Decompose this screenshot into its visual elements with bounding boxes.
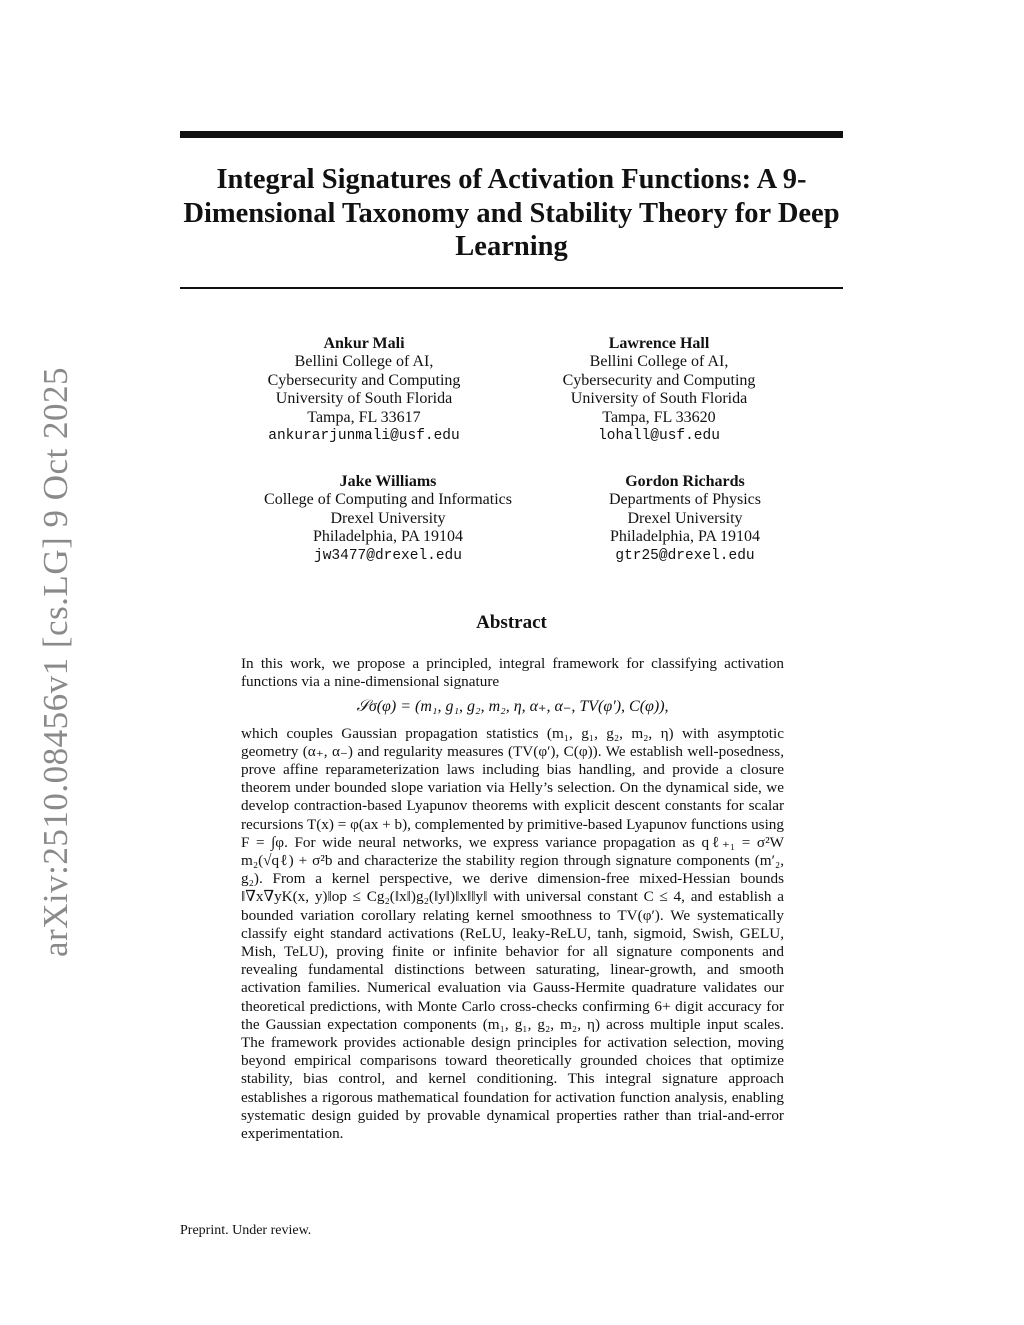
signature-equation: 𝒮σ(φ) = (m₁, g₁, g₂, m₂, η, α₊, α₋, TV(φ′), C(φ)), bbox=[356, 698, 669, 716]
author-email: gtr25@drexel.edu bbox=[615, 547, 755, 564]
title-rule-top bbox=[180, 131, 843, 138]
author-email: ankurarjunmali@usf.edu bbox=[268, 428, 460, 445]
author-name: Ankur Mali bbox=[323, 335, 405, 352]
author-block-1 bbox=[214, 335, 514, 445]
author-address: Philadelphia, PA 19104 bbox=[609, 528, 761, 546]
author-address: Tampa, FL 33620 bbox=[602, 408, 716, 426]
author-address: Tampa, FL 33617 bbox=[307, 408, 421, 426]
author-email: jw3477@drexel.edu bbox=[314, 547, 462, 564]
author-address: Philadelphia, PA 19104 bbox=[312, 528, 464, 546]
author-block-4 bbox=[535, 473, 835, 565]
abstract-heading: Abstract bbox=[476, 612, 547, 633]
author-affiliation: Bellini College of AI, bbox=[294, 353, 434, 371]
author-affiliation: Departments of Physics bbox=[609, 491, 761, 509]
abstract-intro: In this work, we propose a principled, integral framework for classifying activation functions via a nine-dimensional signature bbox=[241, 655, 784, 691]
abstract-body: which couples Gaussian propagation statistics (m₁, g₁, g₂, m₂, η) with asymptotic geometry (α₊, α₋) and regularity measures (TV(φ′), C(φ)). We establish well-posedness, prove affine reparameterization laws including bias handling, and provide a closure theorem under bounded slope variation via Helly’s selection. On the dynamical side, we develop contraction-based Lyapunov theorems with explicit descent constants for scalar recursions T(x) = φ(ax + b), complemented by primitive-based Lyapunov functions using F = ∫φ. For wide neural networks, we express variance propagation as qℓ₊₁ = σ²W m₂(√qℓ) + σ²b and characterize the stability region through signature components (m′₂, g₂). From a kernel perspective, we derive dimension-free mixed-Hessian bounds ‖∇x∇yK(x, y)‖op ≤ Cg₂(‖x‖)g₂(‖y‖)‖x‖‖y‖ with universal constant C ≤ 4, and establish a bounded variation corollary relating kernel smoothness to TV(φ′). We systematically classify eight standard activations (ReLU, leaky-ReLU, tanh, sigmoid, Swish, GELU, Mish, TeLU), proving finite or infinite behavior for all signature components and revealing fundamental distinctions between saturating, linear-growth, and smooth activation families. Numerical evaluation via Gauss-Hermite quadrature validates our theoretical predictions, with Monte Carlo cross-checks confirming 6+ digit accuracy for the Gaussian expectation components (m₁, g₁, g₂, m₂, η) across multiple input scales. The framework provides actionable design principles for activation selection, moving beyond empirical comparisons toward theoretically grounded choices that optimize stability, bias control, and kernel conditioning. This integral signature approach establishes a rigorous mathematical foundation for activation function analysis, enabling systematic design guided by provable dynamical properties rather than trial-and-error experimentation. bbox=[241, 724, 784, 1143]
arxiv-identifier: arXiv:2510.08456v1 [cs.LG] 9 Oct 2025 bbox=[36, 366, 75, 958]
author-affiliation: University of South Florida bbox=[570, 390, 748, 408]
author-name: Lawrence Hall bbox=[608, 335, 710, 352]
author-email: lohall@usf.edu bbox=[598, 428, 720, 445]
author-affiliation: Cybersecurity and Computing bbox=[267, 371, 461, 389]
author-block-2 bbox=[509, 335, 809, 445]
author-name: Gordon Richards bbox=[625, 473, 745, 490]
title-rule-bottom bbox=[180, 287, 843, 289]
footer-note: Preprint. Under review. bbox=[180, 1223, 312, 1238]
author-affiliation: College of Computing and Informatics bbox=[264, 491, 512, 509]
author-affiliation: Drexel University bbox=[627, 509, 743, 527]
author-affiliation: Drexel University bbox=[330, 509, 446, 527]
paper-title: Integral Signatures of Activation Functions: A 9-Dimensional Taxonomy and Stability Theory for Deep Learning bbox=[183, 164, 840, 262]
author-affiliation: Cybersecurity and Computing bbox=[562, 371, 756, 389]
author-affiliation: Bellini College of AI, bbox=[589, 353, 729, 371]
author-name: Jake Williams bbox=[339, 473, 437, 490]
author-affiliation: University of South Florida bbox=[275, 390, 453, 408]
abstract-text bbox=[241, 655, 784, 1143]
author-block-3 bbox=[238, 473, 538, 565]
